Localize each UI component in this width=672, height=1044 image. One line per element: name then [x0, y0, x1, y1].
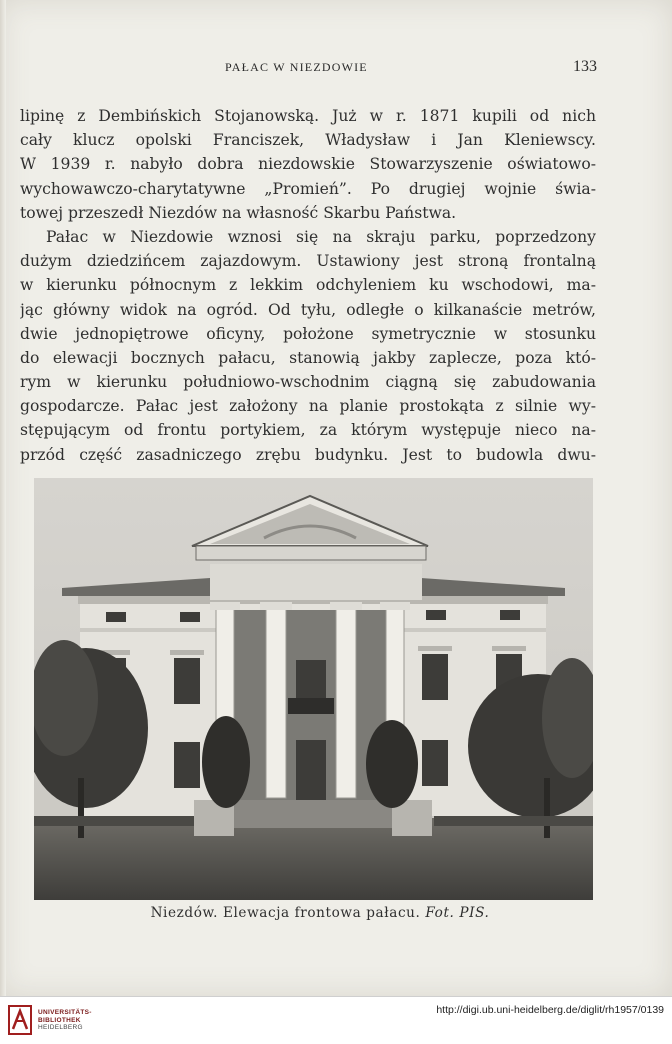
- text-line: rym w kierunku południowo-wschodnim ciągną się zabudowania: [20, 373, 596, 392]
- running-title: PAŁAC W NIEZDOWIE: [225, 60, 368, 74]
- palace-photograph: [34, 478, 593, 900]
- text-line: towej przeszedł Niezdów na własność Skarbu Państwa.: [20, 203, 457, 222]
- library-name-line: BIBLIOTHEK: [38, 1016, 81, 1024]
- body-text: [20, 104, 596, 467]
- running-header: [0, 58, 672, 82]
- footer-bar: [0, 996, 672, 1044]
- text-line: cały klucz opolski Franciszek, Władysław i Jan Kleniewscy.: [20, 131, 596, 150]
- library-logo-icon[interactable]: [8, 1005, 32, 1035]
- library-name-line: UNIVERSITÄTS-: [38, 1009, 92, 1016]
- caption-credit: Fot. PIS.: [425, 905, 490, 921]
- text-line: przód część zasadniczego zrębu budynku. Jest to budowla dwu-: [20, 445, 596, 464]
- library-name: [38, 1009, 92, 1032]
- text-line: dwie jednopiętrowe oficyny, położone symetrycznie w stosunku: [20, 324, 596, 343]
- text-line: jąc główny widok na ogród. Od tyłu, odległe o kilkanaście metrów,: [20, 300, 596, 319]
- text-line: Pałac w Niezdowie wznosi się na skraju parku, poprzedzony: [46, 227, 596, 246]
- page-edge-shadow: [0, 0, 6, 996]
- text-line: lipinę z Dembińskich Stojanowską. Już w r. 1871 kupili od nich: [20, 107, 596, 125]
- caption-text: Niezdów. Elewacja frontowa pałacu.: [150, 905, 421, 921]
- text-line: w kierunku północnym z lekkim odchyleniem ku wschodowi, ma-: [20, 276, 596, 295]
- text-line: stępującym od frontu portykiem, za którym występuje nieco na-: [20, 421, 596, 440]
- page-number: 133: [573, 58, 597, 75]
- text-line: gospodarcze. Pałac jest założony na planie prostokąta z silnie wy-: [20, 397, 596, 416]
- text-line: dużym dziedzińcem zajazdowym. Ustawiony jest stroną frontalną: [20, 252, 596, 271]
- text-line: W 1939 r. nabyło dobra niezdowskie Stowarzyszenie oświatowo-: [20, 155, 596, 174]
- text-line: wychowawczo-charytatywne „Promień”. Po drugiej wojnie świa-: [20, 179, 596, 198]
- figure-caption: [0, 905, 640, 921]
- library-name-line: HEIDELBERG: [38, 1024, 83, 1031]
- permalink-url[interactable]: http://digi.ub.uni-heidelberg.de/diglit/rh1957/0139: [436, 1004, 664, 1016]
- text-line: do elewacji bocznych pałacu, stanowią jakby zaplecze, poza któ-: [20, 348, 596, 367]
